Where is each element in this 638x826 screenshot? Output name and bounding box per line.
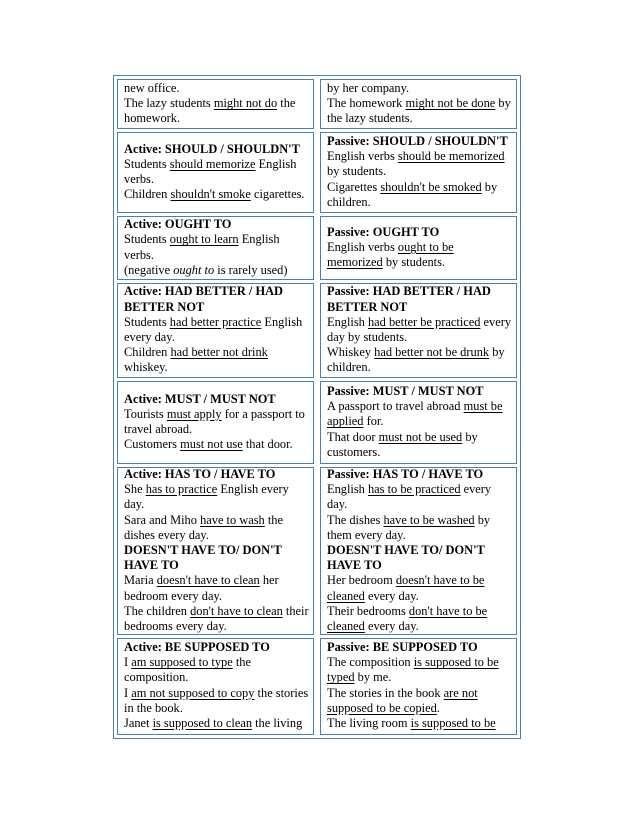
cell-line [124, 558, 309, 573]
table-row [117, 638, 517, 735]
cell-text: English verbs [327, 239, 398, 254]
cell-heading: Active: OUGHT TO [124, 217, 232, 232]
cell-text: them every day. [327, 527, 406, 542]
cell-text: that door. [242, 437, 293, 452]
cell-line [124, 111, 309, 126]
underlined-phrase: must not be used [378, 429, 463, 444]
cell-heading: Passive: SHOULD / SHOULDN'T [327, 134, 508, 148]
cell-line [327, 640, 512, 655]
cell-line [327, 686, 512, 701]
cell-text: the living [252, 716, 303, 731]
cell-text: dishes every day. [124, 527, 209, 542]
cell-heading: Active: BE SUPPOSED TO [124, 640, 270, 654]
underlined-phrase: has to be practiced [367, 482, 461, 497]
cell-text: ought to [173, 262, 215, 277]
cell-text: by students. [382, 255, 446, 270]
cell-line [327, 134, 512, 149]
cell-text: Customers [124, 437, 181, 452]
cell-line [124, 172, 309, 187]
passive-cell [320, 381, 517, 464]
cell-text: by [495, 96, 511, 111]
underlined-phrase: doesn't have to be [395, 573, 485, 588]
cell-line [327, 300, 512, 315]
cell-line [327, 497, 512, 512]
underlined-phrase: am supposed to type [131, 655, 233, 670]
cell-text: Janet [124, 716, 153, 731]
active-cell [117, 381, 314, 464]
cell-line [124, 232, 309, 247]
cell-text: English [261, 314, 303, 329]
cell-heading: Active: HAD BETTER / HAD [124, 284, 284, 299]
cell-text: The lazy students [124, 96, 214, 111]
cell-text: by students. [327, 164, 387, 179]
underlined-phrase: had better practice [169, 314, 262, 329]
underlined-phrase: cleaned [327, 618, 365, 633]
cell-text: cigarettes. [250, 187, 305, 202]
active-cell [117, 79, 314, 129]
underlined-phrase: applied [327, 414, 364, 429]
cell-line [124, 619, 309, 634]
cell-line [327, 528, 512, 543]
cell-text: Students [124, 232, 170, 247]
cell-line [124, 157, 309, 172]
cell-text: in the book. [124, 700, 183, 715]
underlined-phrase: ought to be [397, 239, 454, 254]
cell-text: English [255, 156, 297, 171]
underlined-phrase: must not use [180, 437, 243, 452]
cell-heading: DOESN'T HAVE TO/ DON'T [124, 542, 282, 557]
cell-line [327, 96, 512, 111]
cell-line [124, 573, 309, 588]
cell-text: by [489, 345, 505, 360]
cell-text: every day. [124, 330, 175, 344]
underlined-phrase: is supposed to be [410, 716, 496, 731]
cell-line [124, 437, 309, 452]
cell-text: Their bedrooms [327, 603, 409, 618]
cell-line [327, 445, 512, 460]
cell-line [124, 482, 309, 497]
cell-line [327, 701, 512, 716]
cell-line [124, 589, 309, 604]
underlined-phrase: shouldn't smoke [170, 187, 251, 202]
cell-line [124, 142, 309, 157]
cell-line [124, 686, 309, 701]
cell-line [327, 284, 512, 299]
underlined-phrase: is supposed to be [413, 655, 499, 670]
cell-text: The stories in the book [327, 685, 444, 700]
underlined-phrase: memorized [327, 255, 383, 270]
underlined-phrase: has to practice [145, 482, 218, 497]
active-cell [117, 216, 314, 280]
active-cell [117, 283, 314, 378]
cell-heading: Active: SHOULD / SHOULDN'T [124, 141, 300, 156]
cell-line [327, 384, 512, 399]
passive-cell [320, 216, 517, 280]
cell-line [327, 149, 512, 164]
table-row [117, 132, 517, 213]
cell-line [327, 655, 512, 670]
cell-text: new office. [124, 81, 180, 95]
cell-line [327, 467, 512, 482]
cell-line [327, 573, 512, 588]
active-cell [117, 132, 314, 213]
cell-text: Tourists [124, 406, 167, 421]
cell-text: the stories [254, 685, 309, 700]
table-row [117, 381, 517, 464]
cell-text: bedroom every day. [124, 588, 222, 603]
underlined-phrase: had better be practiced [367, 314, 481, 329]
underlined-phrase: is supposed to clean [152, 716, 253, 731]
underlined-phrase: supposed to be copied [327, 700, 437, 715]
passive-cell [320, 467, 517, 635]
cell-line [124, 513, 309, 528]
cell-text: A passport to travel abroad [327, 399, 464, 414]
underlined-phrase: ought to learn [169, 232, 239, 247]
cell-text: for a passport to [221, 406, 305, 421]
cell-text: day. [124, 497, 145, 512]
underlined-phrase: don't have to clean [190, 603, 283, 618]
underlined-phrase: typed [327, 670, 355, 685]
cell-line [124, 604, 309, 619]
grammar-table [113, 75, 521, 739]
cell-heading: Passive: BE SUPPOSED TO [327, 640, 478, 654]
cell-line [327, 716, 512, 731]
cell-text: The dishes [327, 512, 384, 527]
cell-text: That door [327, 429, 379, 444]
cell-line [124, 670, 309, 685]
cell-heading: Passive: HAD BETTER / HAD [327, 284, 491, 299]
underlined-phrase: am not supposed to copy [131, 685, 255, 700]
underlined-phrase: must apply [166, 406, 222, 421]
cell-line [327, 225, 512, 240]
cell-text: Whiskey [327, 345, 375, 360]
underlined-phrase: are not [443, 685, 478, 700]
cell-line [124, 422, 309, 437]
underlined-phrase: must be [463, 399, 503, 414]
cell-line [124, 467, 309, 482]
cell-text: The composition [327, 655, 414, 670]
cell-text: every [480, 314, 512, 329]
cell-text: every day. [364, 588, 419, 603]
passive-cell [320, 283, 517, 378]
cell-line [124, 497, 309, 512]
cell-text: the lazy students. [327, 111, 413, 126]
underlined-phrase: had better not drink [170, 345, 268, 360]
cell-text: by her company. [327, 81, 410, 95]
underlined-phrase: don't have to be [408, 603, 488, 618]
cell-text: The living room [327, 716, 411, 731]
cell-text: for. [363, 414, 384, 429]
cell-line [124, 640, 309, 655]
cell-line [327, 81, 512, 96]
cell-text: She [124, 482, 146, 497]
underlined-phrase: should memorize [169, 156, 256, 171]
cell-text: I [124, 655, 132, 670]
active-cell [117, 467, 314, 635]
cell-line [124, 360, 309, 375]
cell-text: Maria [124, 573, 157, 588]
cell-line [327, 180, 512, 195]
underlined-phrase: had better not be drunk [374, 345, 490, 360]
cell-text: Children [124, 187, 171, 202]
cell-line [327, 195, 512, 210]
table-row [117, 79, 517, 129]
cell-line [327, 558, 512, 573]
underlined-phrase: have to wash [200, 512, 265, 527]
cell-text: day. [327, 497, 348, 512]
cell-heading: DOESN'T HAVE TO/ DON'T [327, 542, 485, 557]
cell-text: Sara and Miho [124, 512, 201, 527]
cell-text: The children [124, 603, 191, 618]
cell-text: composition. [124, 670, 189, 685]
cell-text: the [277, 96, 296, 111]
cell-line [327, 330, 512, 345]
cell-text: The homework [327, 96, 406, 111]
cell-text: Cigarettes [327, 179, 381, 194]
cell-text: English every [217, 482, 289, 497]
cell-line [124, 701, 309, 716]
underlined-phrase: might not be done [405, 96, 496, 111]
cell-line [124, 407, 309, 422]
cell-text: Students [124, 314, 170, 329]
cell-line [124, 543, 309, 558]
cell-line [124, 330, 309, 345]
cell-line [124, 300, 309, 315]
cell-line [327, 670, 512, 685]
cell-line [327, 430, 512, 445]
underlined-phrase: have to be washed [383, 512, 475, 527]
cell-text: by me. [354, 670, 392, 685]
cell-line [124, 96, 309, 111]
cell-heading: HAVE TO [124, 558, 179, 573]
cell-line [327, 414, 512, 429]
cell-line [327, 164, 512, 179]
cell-line [327, 255, 512, 270]
cell-line [327, 619, 512, 634]
cell-text: verbs. [124, 247, 154, 262]
cell-text: every day. [364, 618, 419, 633]
cell-heading: Passive: OUGHT TO [327, 224, 440, 239]
cell-line [327, 399, 512, 414]
cell-text: her [259, 573, 279, 588]
underlined-phrase: might not do [213, 96, 278, 111]
cell-text: English [327, 314, 368, 329]
underlined-phrase: shouldn't be smoked [380, 179, 482, 194]
cell-line [327, 604, 512, 619]
cell-text: children. [327, 360, 371, 375]
cell-text: children. [327, 194, 371, 209]
cell-line [327, 543, 512, 558]
cell-heading: BETTER NOT [327, 299, 408, 314]
cell-text: bedrooms every day. [124, 618, 227, 633]
cell-text: is rarely used) [214, 262, 288, 277]
underlined-phrase: cleaned [327, 588, 365, 603]
cell-text: Students [124, 156, 170, 171]
cell-text: whiskey. [124, 360, 168, 375]
cell-text: the [232, 655, 252, 670]
cell-line [124, 345, 309, 360]
cell-line [124, 716, 309, 731]
table-row [117, 216, 517, 280]
cell-text: English verbs [327, 149, 398, 164]
cell-heading: Active: MUST / MUST NOT [124, 391, 276, 406]
cell-line [124, 655, 309, 670]
cell-text: homework. [124, 111, 181, 126]
cell-line [124, 315, 309, 330]
cell-line [124, 81, 309, 96]
cell-text: verbs. [124, 172, 154, 186]
cell-text: by [481, 179, 498, 194]
cell-line [124, 187, 309, 202]
cell-line [124, 392, 309, 407]
cell-line [124, 263, 309, 278]
cell-heading: Passive: MUST / MUST NOT [327, 383, 484, 398]
cell-heading: Passive: HAS TO / HAVE TO [327, 467, 484, 481]
cell-line [327, 345, 512, 360]
cell-line [124, 284, 309, 299]
cell-text: English [327, 482, 368, 497]
cell-line [124, 528, 309, 543]
underlined-phrase: doesn't have to clean [156, 573, 260, 588]
cell-line [327, 240, 512, 255]
table-row [117, 467, 517, 635]
cell-line [327, 589, 512, 604]
cell-heading: HAVE TO [327, 558, 382, 573]
cell-text: (negative [124, 262, 174, 277]
cell-text: the [264, 512, 284, 527]
cell-line [327, 513, 512, 528]
underlined-phrase: should be memorized [397, 149, 505, 164]
cell-line [327, 315, 512, 330]
cell-text: day by students. [327, 330, 408, 344]
cell-text: travel abroad. [124, 422, 193, 436]
table-row [117, 283, 517, 378]
cell-line [124, 217, 309, 232]
cell-line [327, 111, 512, 126]
cell-heading: BETTER NOT [124, 299, 205, 314]
cell-text: Children [124, 345, 171, 360]
cell-text: customers. [327, 444, 381, 459]
passive-cell [320, 79, 517, 129]
passive-cell [320, 638, 517, 735]
cell-text: . [436, 700, 440, 715]
active-cell [117, 638, 314, 735]
cell-text: every [460, 482, 492, 497]
cell-line [327, 482, 512, 497]
cell-text: I [124, 685, 132, 700]
cell-text: English [238, 232, 280, 247]
cell-text: by [474, 512, 491, 527]
cell-text: Her bedroom [327, 573, 396, 588]
cell-heading: Active: HAS TO / HAVE TO [124, 467, 276, 481]
passive-cell [320, 132, 517, 213]
cell-text: by [462, 429, 478, 444]
cell-text: their [282, 603, 309, 618]
cell-line [327, 360, 512, 375]
cell-line [124, 248, 309, 263]
